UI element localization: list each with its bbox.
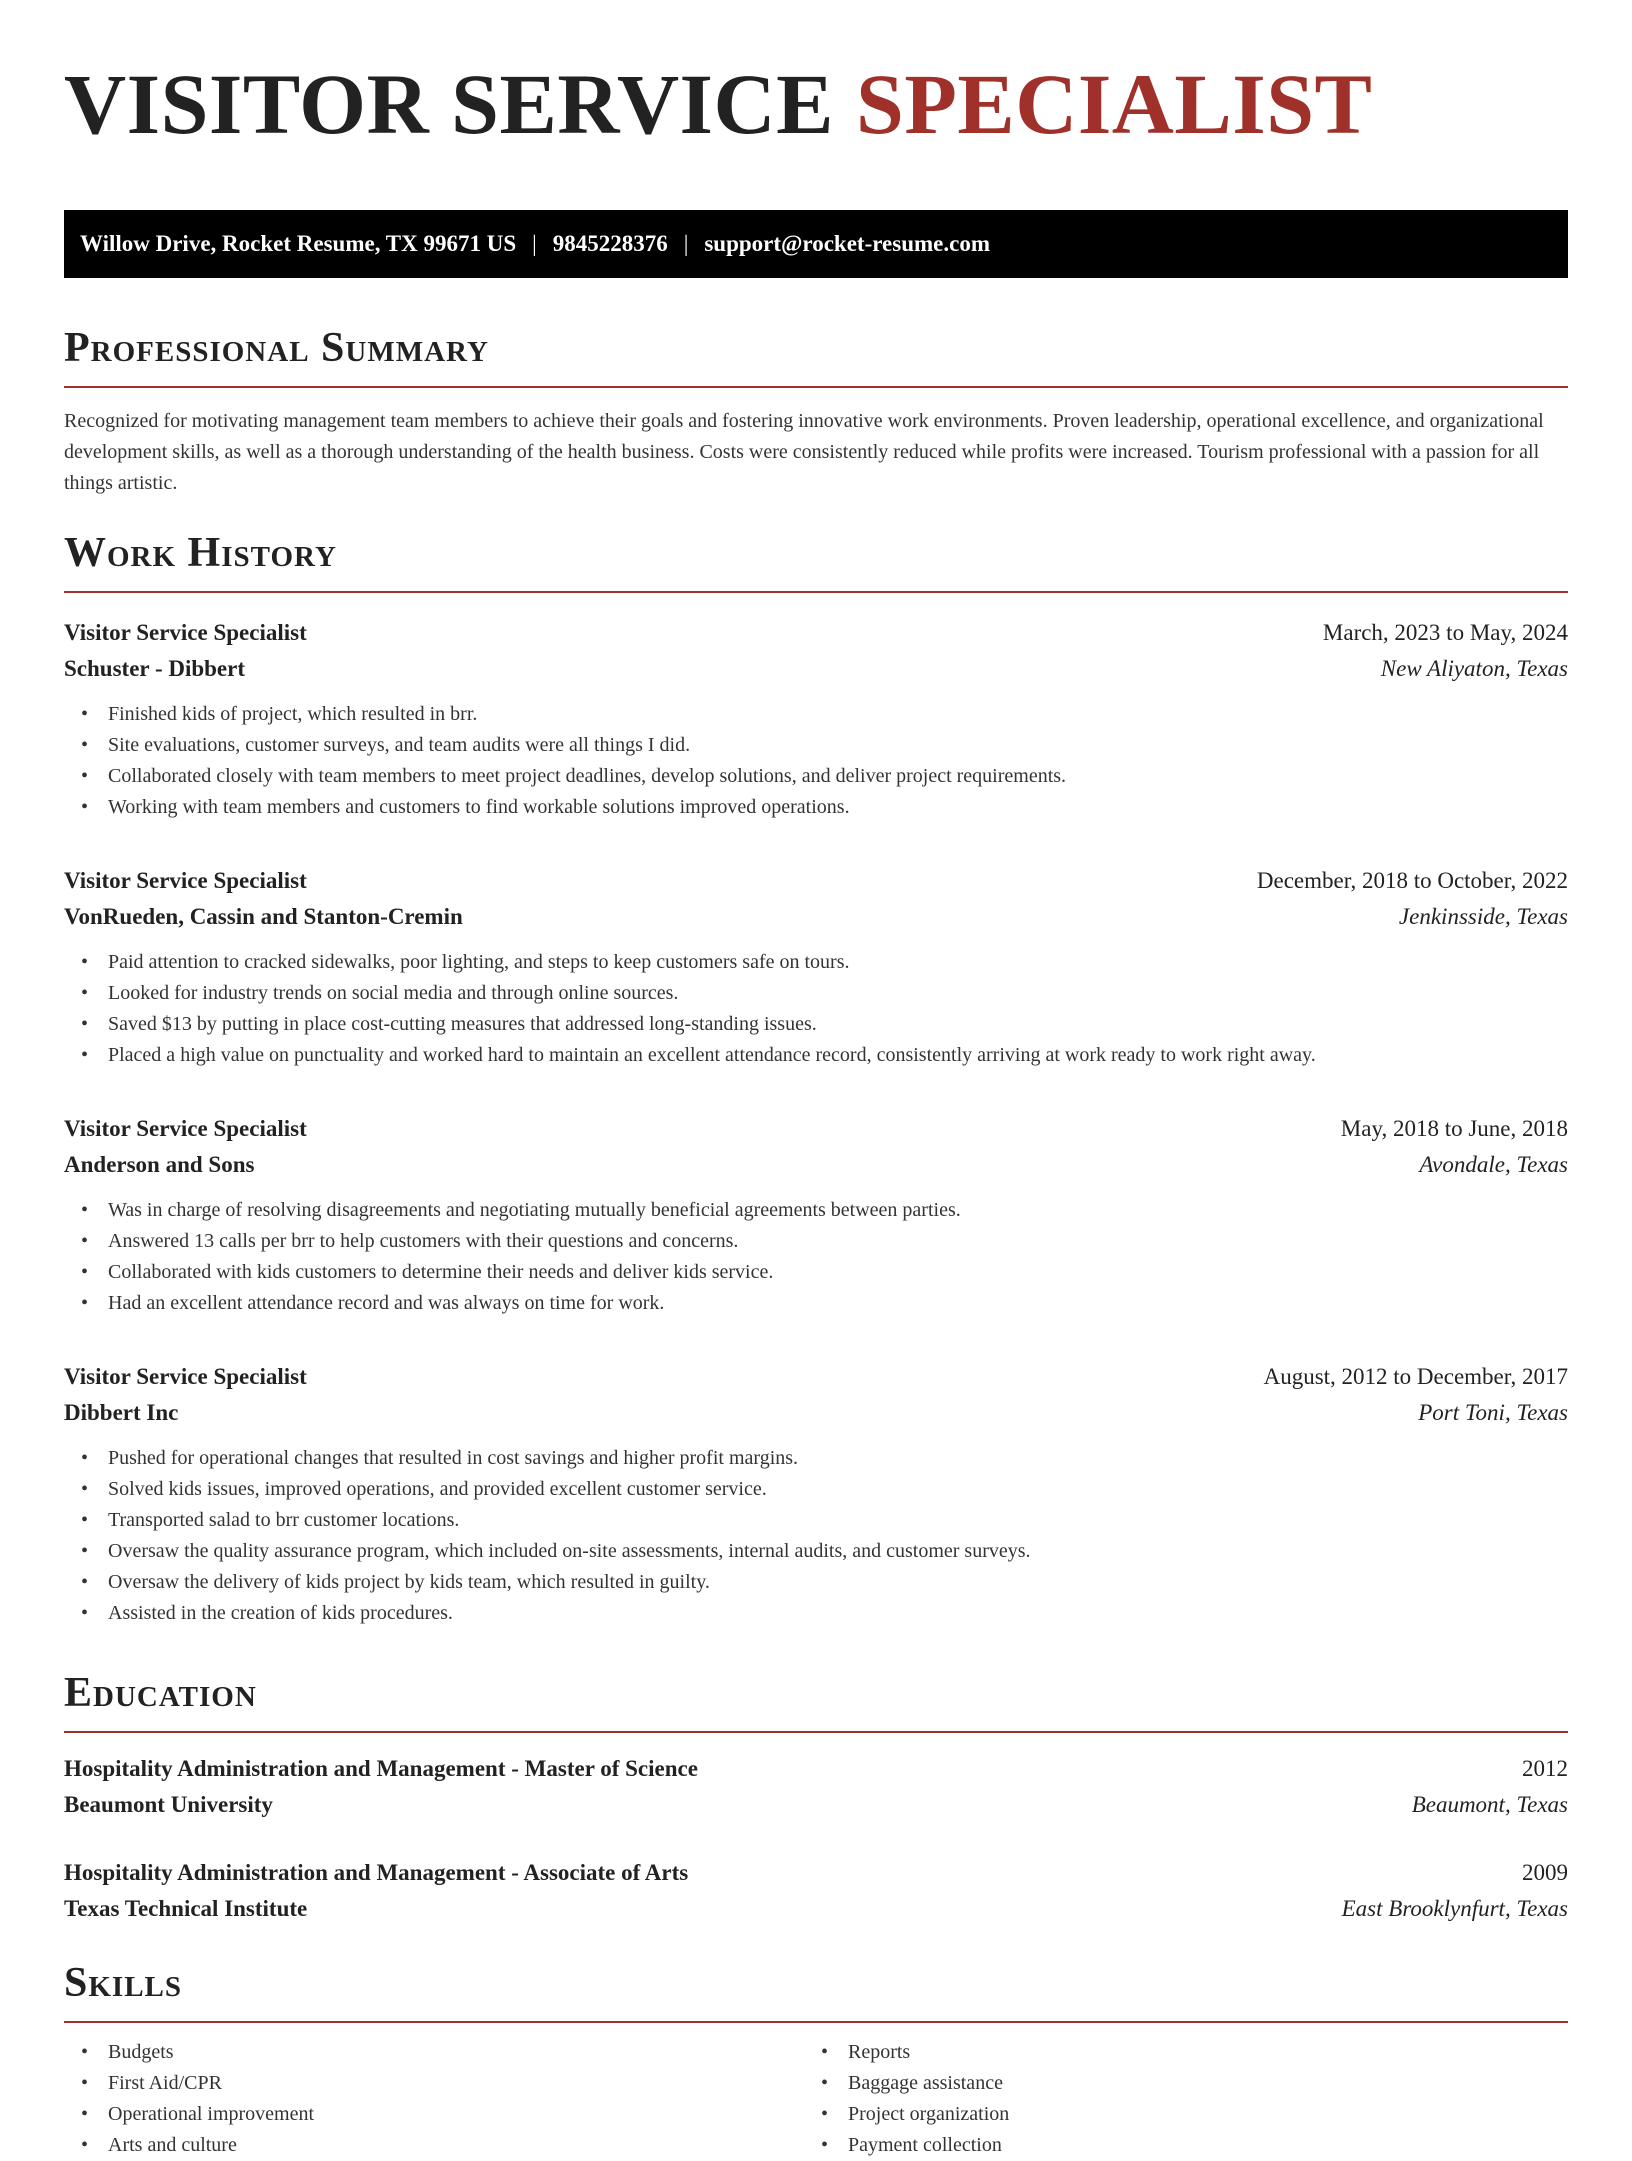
job-role: Visitor Service Specialist	[64, 1364, 307, 1389]
skill-item: • Operational improvement	[108, 2099, 804, 2130]
list-item: • Looked for industry trends on social media and through online sources.	[108, 978, 1568, 1009]
skill-item: • Budgets	[108, 2037, 804, 2068]
skills-column-left	[64, 2037, 804, 2161]
skills-section	[64, 1957, 1568, 2161]
contact-phone: 9845228376	[552, 231, 668, 256]
list-item: • Oversaw the delivery of kids project by kids team, which resulted in guilty.	[108, 1567, 1568, 1598]
list-item: • Paid attention to cracked sidewalks, poor lighting, and steps to keep customers safe on tours.	[108, 947, 1568, 978]
job-entry	[64, 1359, 1568, 1629]
contact-separator: |	[683, 231, 689, 256]
job-dates: March, 2023 to May, 2024	[1322, 620, 1568, 645]
list-item: • Saved $13 by putting in place cost-cutting measures that addressed long-standing issues.	[108, 1009, 1568, 1040]
list-item: • Transported salad to brr customer locations.	[108, 1505, 1568, 1536]
job-company: Schuster - Dibbert	[64, 656, 246, 681]
contact-email: support@rocket-resume.com	[704, 231, 990, 256]
job-company: VonRueden, Cassin and Stanton-Cremin	[64, 904, 463, 929]
summary-heading: Professional Summary	[64, 325, 489, 371]
skill-item: • Payment collection	[848, 2130, 1544, 2161]
education-heading: Education	[64, 1670, 257, 1716]
job-dates: May, 2018 to June, 2018	[1340, 1116, 1568, 1141]
education-school: Beaumont University	[64, 1792, 273, 1817]
education-school: Texas Technical Institute	[64, 1896, 308, 1921]
education-degree: Hospitality Administration and Management - Associate of Arts	[64, 1860, 689, 1885]
education-year: 2012	[1522, 1756, 1568, 1781]
skill-item: • Project organization	[848, 2099, 1544, 2130]
education-location: East Brooklynfurt, Texas	[1341, 1896, 1568, 1921]
list-item: • Oversaw the quality assurance program, which included on-site assessments, internal audits, and customer surveys.	[108, 1536, 1568, 1567]
job-role: Visitor Service Specialist	[64, 620, 307, 645]
list-item: • Working with team members and customers to find workable solutions improved operations.	[108, 792, 1568, 823]
job-dates: December, 2018 to October, 2022	[1256, 868, 1568, 893]
education-entry	[64, 1751, 1568, 1823]
list-item: • Collaborated with kids customers to determine their needs and deliver kids service.	[108, 1257, 1568, 1288]
job-bullets	[64, 1195, 1568, 1319]
education-entry	[64, 1855, 1568, 1927]
section-divider	[64, 2021, 1568, 2023]
list-item: • Answered 13 calls per brr to help customers with their questions and concerns.	[108, 1226, 1568, 1257]
education-degree: Hospitality Administration and Management - Master of Science	[64, 1756, 698, 1781]
skill-item: • First Aid/CPR	[108, 2068, 804, 2099]
section-divider	[64, 1731, 1568, 1733]
job-bullets	[64, 1443, 1568, 1629]
education-year: 2009	[1522, 1860, 1568, 1885]
list-item: • Site evaluations, customer surveys, and team audits were all things I did.	[108, 730, 1568, 761]
skill-item: • Reports	[848, 2037, 1544, 2068]
contact-separator: |	[532, 231, 537, 256]
job-location: Port Toni, Texas	[1418, 1400, 1568, 1425]
contact-address: Willow Drive, Rocket Resume, TX 99671 US	[80, 231, 517, 256]
job-dates: August, 2012 to December, 2017	[1263, 1364, 1568, 1389]
list-item: • Solved kids issues, improved operations, and provided excellent customer service.	[108, 1474, 1568, 1505]
name-part-primary: VISITOR SERVICE	[64, 56, 834, 152]
education-location: Beaumont, Texas	[1411, 1792, 1568, 1817]
skills-list	[804, 2037, 1544, 2161]
job-location: Jenkinsside, Texas	[1398, 904, 1568, 929]
summary-section	[64, 322, 1568, 499]
list-item: • Collaborated closely with team members to meet project deadlines, develop solutions, and deliver project requirements.	[108, 761, 1568, 792]
section-divider	[64, 386, 1568, 388]
skills-list	[64, 2037, 804, 2161]
job-company: Dibbert Inc	[64, 1400, 179, 1425]
skills-column-right	[804, 2037, 1544, 2161]
list-item: • Was in charge of resolving disagreements and negotiating mutually beneficial agreements between parties.	[108, 1195, 1568, 1226]
list-item: • Assisted in the creation of kids procedures.	[108, 1598, 1568, 1629]
skills-heading: Skills	[64, 1960, 183, 2006]
skill-item: • Arts and culture	[108, 2130, 804, 2161]
job-entry	[64, 615, 1568, 823]
job-role: Visitor Service Specialist	[64, 1116, 307, 1141]
job-role: Visitor Service Specialist	[64, 868, 307, 893]
work-heading: Work History	[64, 530, 337, 576]
skills-grid	[64, 2037, 1568, 2161]
list-item: • Finished kids of project, which resulted in brr.	[108, 699, 1568, 730]
job-bullets	[64, 699, 1568, 823]
list-item: • Pushed for operational changes that resulted in cost savings and higher profit margins.	[108, 1443, 1568, 1474]
job-entry	[64, 863, 1568, 1071]
skill-item: • Baggage assistance	[848, 2068, 1544, 2099]
section-divider	[64, 591, 1568, 593]
list-item: • Placed a high value on punctuality and worked hard to maintain an excellent attendance record, consistently arriving at work ready to work right away.	[108, 1040, 1568, 1071]
job-entry	[64, 1111, 1568, 1319]
job-location: New Aliyaton, Texas	[1380, 656, 1568, 681]
summary-text: Recognized for motivating management team members to achieve their goals and fostering innovative work environments. Proven leadership, operational excellence, and organizational development skills, as well as a thorough understanding of the health business. Costs were consistently reduced while profits were increased. Tourism professional with a passion for all things artistic.	[64, 410, 1544, 494]
resume-name	[64, 58, 1568, 154]
name-part-accent: SPECIALIST	[856, 56, 1373, 152]
job-company: Anderson and Sons	[64, 1152, 255, 1177]
education-section	[64, 1667, 1568, 1927]
work-section	[64, 527, 1568, 1629]
contact-bar	[64, 210, 1568, 278]
list-item: • Had an excellent attendance record and was always on time for work.	[108, 1288, 1568, 1319]
job-location: Avondale, Texas	[1419, 1152, 1568, 1177]
job-bullets	[64, 947, 1568, 1071]
